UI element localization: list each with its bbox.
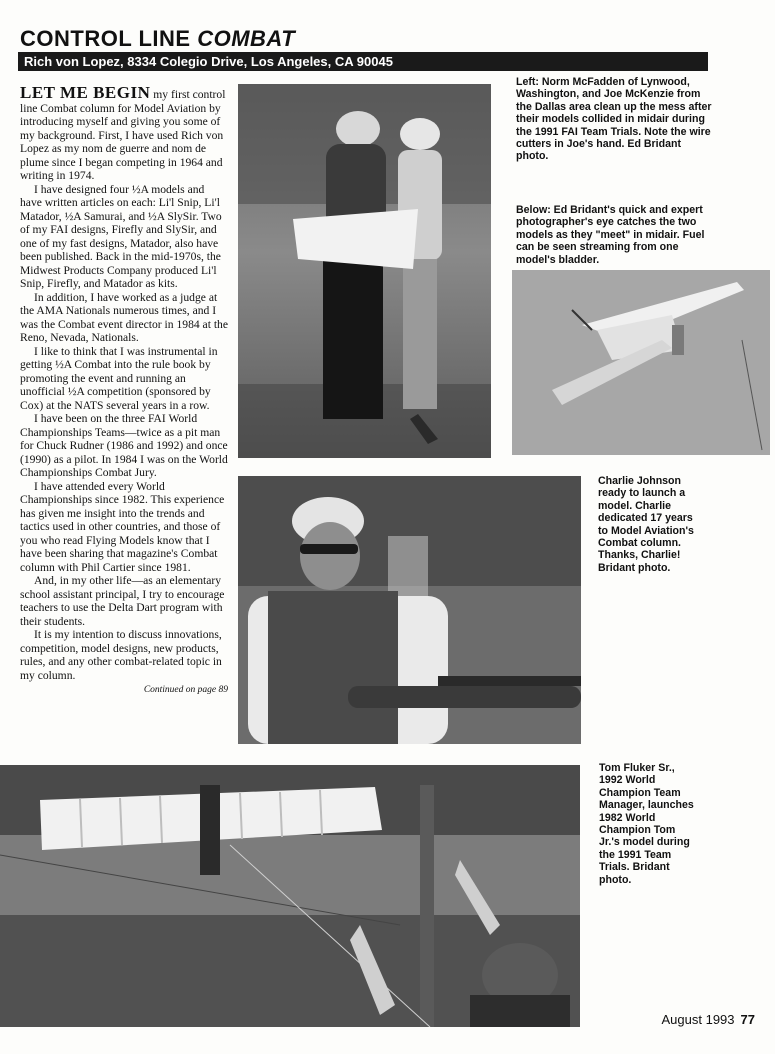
continued-note: Continued on page 89 <box>143 685 228 695</box>
byline-bar: Rich von Lopez, 8334 Colegio Drive, Los Angeles, CA 90045 <box>18 52 708 71</box>
caption-photo4: Tom Fluker Sr., 1992 World Champion Team Manager, launches 1982 World Champion Tom Jr.'s model during the 1991 Team Trials. Bridant photo. <box>599 762 694 886</box>
photo-midair-models <box>512 270 770 455</box>
article-paragraph: I have been on the three FAI World Championships Teams—twice as a pit man for Chuck Rudner (1986 and 1992) and once (1990) as a pilot. In 1984 I was on the World Championships Combat Jury. <box>20 412 228 479</box>
caption-photo1: Left: Norm McFadden of Lynwood, Washington, and Joe McKenzie from the Dallas area clean up the mess after their models collided in midair during the 1991 FAI Team Trials. Note the wire cutters in Joe's hand. Ed Bridant photo. <box>516 76 712 163</box>
caption-photo3: Charlie Johnson ready to launch a model. Charlie dedicated 17 years to Model Aviation's Combat column. Thanks, Charlie! Bridant photo. <box>598 475 694 574</box>
article-paragraph: LET ME BEGIN my first control line Combat column for Model Aviation by introducing myself and giving you some of my background. First, I have used Rich von Lopez as my nom de guerre and nom de plume since I began competing in 1964 and writing in 1974. <box>20 83 226 182</box>
article-column <box>20 83 228 698</box>
photo-collision-cleanup <box>238 84 491 458</box>
article-paragraph: I like to think that I was instrumental in getting ½A Combat into the rule book by promoting the event and running an unofficial ½A competition (sponsored by Cox) at the NATS several years in a row. <box>20 344 218 412</box>
caption-photo2: Below: Ed Bridant's quick and expert photographer's eye catches the two models as they "meet" in midair. Fuel can be seen streaming from one model's bladder. <box>516 204 705 266</box>
page-folio <box>662 1012 755 1027</box>
page-title <box>20 26 295 52</box>
article-paragraph: In addition, I have worked as a judge at the AMA Nationals numerous times, and I was the Combat event director in 1984 at the Reno, Nevada, Nationals. <box>20 290 228 344</box>
issue-date: August 1993 <box>661 1012 735 1027</box>
title-main: CONTROL LINE <box>20 26 191 51</box>
photo-charlie-johnson <box>238 476 581 744</box>
page-number: 77 <box>740 1012 755 1027</box>
article-paragraph: It is my intention to discuss innovations, competition, model designs, new products, rules, and any other combat-related topic in my column. <box>20 628 222 682</box>
title-italic: COMBAT <box>197 26 296 51</box>
dropcap: LET ME BEGIN <box>20 83 151 102</box>
article-paragraph: And, in my other life—as an elementary school assistant principal, I try to encourage teachers to use the Delta Dart program with their students. <box>20 574 225 628</box>
photo-tom-fluker <box>0 765 580 1027</box>
article-paragraph: I have designed four ½A models and have written articles on each: Li'l Snip, Li'l Matador, ½A Samurai, and ½A SlySir. Two of my FAI designs, Firefly and SlySir, and one of my fast designs, Matador, also have been published. Back in the mid-1970s, the Midwest Products Company produced Li'l Snip, Firefly, and Matador as kits. <box>20 182 222 290</box>
article-paragraph: I have attended every World Championships since 1982. This experience has given me insight into the trends and tactics used in other countries, and those of you who read Flying Models know that I have been sharing that magazine's Combat column with Phil Cartier since 1981. <box>20 479 225 574</box>
